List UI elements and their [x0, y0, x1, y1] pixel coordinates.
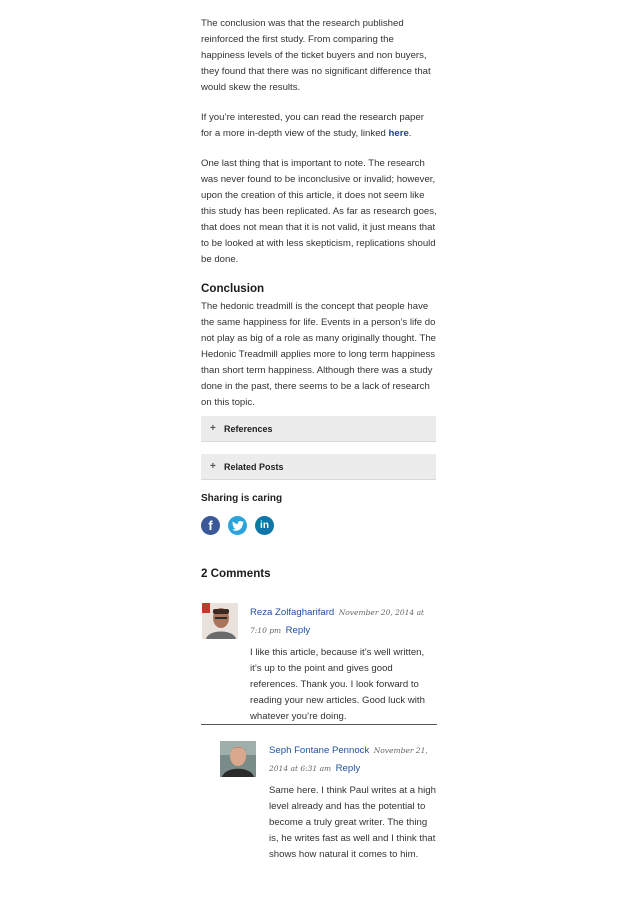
comment: [269, 741, 436, 863]
conclusion-heading: Conclusion: [201, 282, 265, 295]
twitter-bird-glyph: [232, 521, 244, 531]
paragraph-text: If you’re interested, you can read the research paper for a more in-depth view of the study, linked: [201, 112, 424, 139]
plus-icon: +: [210, 423, 216, 434]
paragraph-note: One last thing that is important to note. The research was never found to be inconclusive or invalid; however, upon the creation of this article, it does not seem like this study has been replicated. As far as research goes, that does not mean that it is not valid, it just means that to be looked at with less skepticism, replications should be done.: [201, 158, 437, 265]
paragraph-conclusion: The hedonic treadmill is the concept that people have the same happiness for life. Events in a person’s life do not play as big of a role as many originally thought. The Hedonic Treadmill applies more to long term happiness than short term happiness. Although there was a study done in the past, there seems to be a lack of research on this topic.: [201, 301, 437, 408]
paragraph-conclusion-research: The conclusion was that the research published reinforced the first study. From comparing the happiness levels of the ticket buyers and non buyers, they found that there was no significant difference that would skew the results.: [201, 18, 431, 93]
comment-divider: [201, 724, 437, 725]
comment: [250, 603, 436, 725]
avatar: [220, 741, 256, 777]
paragraph-research-paper: [201, 110, 437, 142]
comment-text: Same here. I think Paul writes at a high level already and has the potential to become a truly great writer. The thing is, he writes fast as well and I think that shows how natural it comes to him.: [269, 785, 436, 860]
article-body: [201, 16, 437, 411]
avatar-photo: [220, 741, 256, 777]
comment-date-link[interactable]: November 20, 2014 at 7:10 pm: [250, 608, 425, 635]
comment-meta: [250, 603, 436, 639]
related-posts-accordion[interactable]: [201, 454, 436, 480]
comment-text: I like this article, because it’s well written, it’s up to the point and gives good references. Thank you. I look forward to reading your new articles. Good luck with whatever you’re doing.: [250, 647, 425, 722]
paragraph-text-end: .: [408, 128, 412, 139]
comment-author-link[interactable]: Reza Zolfagharifard: [250, 607, 335, 618]
plus-icon: +: [210, 461, 216, 472]
facebook-icon[interactable]: f: [201, 516, 220, 535]
avatar: [202, 603, 238, 639]
sharing-heading: Sharing is caring: [201, 493, 283, 504]
comments-heading: 2 Comments: [201, 567, 271, 580]
comment-meta: [269, 741, 436, 777]
related-posts-label: Related Posts: [224, 461, 284, 472]
references-accordion[interactable]: [201, 416, 436, 442]
comment-date-link[interactable]: November 21, 2014 at 6:31 am: [269, 746, 428, 773]
references-label: References: [224, 423, 273, 434]
twitter-icon[interactable]: [228, 516, 247, 535]
here-link[interactable]: here: [388, 128, 409, 139]
share-icons: [201, 516, 274, 535]
reply-link[interactable]: Reply: [285, 625, 311, 636]
avatar-photo: [202, 603, 238, 639]
comment-author-link[interactable]: Seph Fontane Pennock: [269, 745, 370, 756]
reply-link[interactable]: Reply: [335, 763, 361, 774]
linkedin-icon[interactable]: in: [255, 516, 274, 535]
